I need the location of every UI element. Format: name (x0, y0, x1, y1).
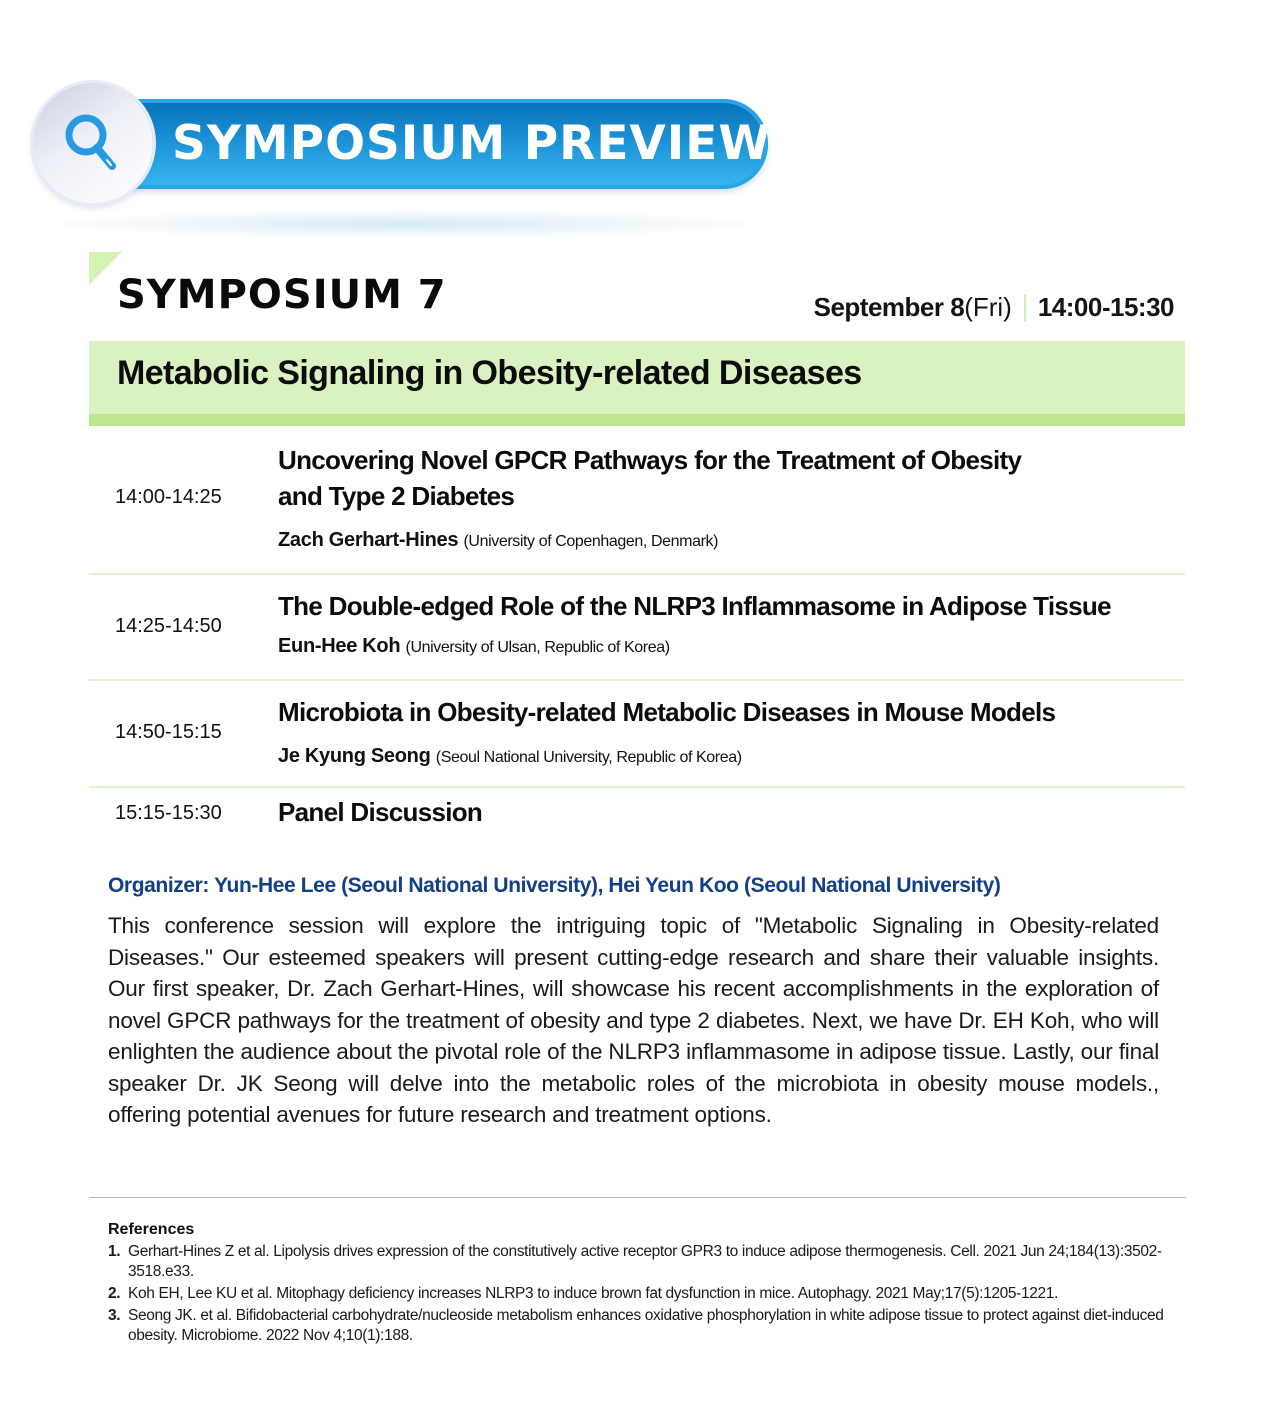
reference-text: Seong JK. et al. Bifidobacterial carbohydrate/nucleoside metabolism enhances oxidative phosphorylation in white adipose tissue to protect against diet-induced obesity. Microbiome. 2022 Nov 4;10(1):188. (128, 1307, 1164, 1344)
badge-title: SYMPOSIUM PREVIEW (172, 116, 772, 171)
reference-item (108, 1306, 1178, 1346)
magnifier-icon (60, 110, 126, 176)
session-time: 14:00-15:30 (1037, 292, 1174, 322)
speaker-affiliation: (Seoul National University, Republic of Korea) (435, 749, 742, 766)
reference-number: 2. (108, 1285, 121, 1302)
references-heading: References (108, 1221, 195, 1238)
speaker-affiliation: (University of Ulsan, Republic of Korea) (405, 639, 670, 656)
session-datetime (814, 292, 1174, 323)
references-divider (89, 1197, 1186, 1198)
date-time-divider (1024, 294, 1026, 322)
reference-text: Gerhart-Hines Z et al. Lipolysis drives expression of the constitutively active receptor GPR3 to induce adipose thermogenesis. Cell. 2021 Jun 24;184(13):3502-3518.e33. (128, 1243, 1162, 1280)
session-date: September 8 (813, 292, 965, 322)
talk-title-cont: and Type 2 Diabetes (278, 481, 515, 511)
talk-time: 15:15-15:30 (115, 802, 222, 824)
reference-text: Koh EH, Lee KU et al. Mitophagy deficiency increases NLRP3 to induce brown fat dysfunction in mice. Autophagy. 2021 May;17(5):1205-1221. (128, 1285, 1059, 1302)
talk-time: 14:50-15:15 (115, 721, 222, 743)
speaker (278, 529, 718, 552)
reference-item (108, 1284, 1178, 1304)
badge-circle (33, 83, 153, 203)
program-row (89, 436, 1185, 574)
session-weekday: (Fri) (964, 292, 1012, 322)
talk-title: The Double-edged Role of the NLRP3 Inflammasome in Adipose Tissue (278, 591, 1111, 621)
session-title: Metabolic Signaling in Obesity-related Diseases (117, 354, 862, 392)
talk-title: Uncovering Novel GPCR Pathways for the Treatment of Obesity (278, 445, 1022, 475)
organizer: Organizer: Yun-Hee Lee (Seoul National University), Hei Yeun Koo (Seoul National University) (108, 874, 1001, 897)
reference-item (108, 1242, 1178, 1282)
program-row (89, 681, 1185, 786)
program-row (89, 788, 1185, 838)
reference-number: 3. (108, 1307, 121, 1324)
speaker-name: Zach Gerhart-Hines (278, 529, 459, 551)
speaker-affiliation: (University of Copenhagen, Denmark) (463, 533, 719, 550)
talk-time: 14:00-14:25 (115, 486, 222, 508)
talk-title: Panel Discussion (278, 797, 483, 827)
speaker (278, 635, 670, 658)
talk-title: Microbiota in Obesity-related Metabolic Diseases in Mouse Models (278, 697, 1056, 727)
banner-strip (89, 414, 1185, 426)
speaker-name: Je Kyung Seong (278, 745, 431, 767)
program-row (89, 575, 1185, 680)
session-description: This conference session will explore the intriguing topic of "Metabolic Signaling in Obesity-related Diseases." Our esteemed speakers will present cutting-edge research and share their valuable insights. Our first speaker, Dr. Zach Gerhart-Hines, will showcase his recent accomplishments in the exploration of novel GPCR pathways for the treatment of obesity and type 2 diabetes. Next, we have Dr. EH Koh, who will enlighten the audience about the pivotal role of the NLRP3 inflammasome in adipose tissue. Lastly, our final speaker Dr. JK Seong will delve into the metabolic roles of the microbiota in obesity mouse models., offering potential avenues for future research and treatment options. (108, 913, 1159, 1127)
badge-shadow (55, 210, 755, 238)
talk-time: 14:25-14:50 (115, 615, 222, 637)
references-list (108, 1242, 1178, 1348)
speaker (278, 745, 742, 768)
symposium-number: SYMPOSIUM 7 (117, 272, 447, 318)
speaker-name: Eun-Hee Koh (278, 635, 401, 657)
reference-number: 1. (108, 1243, 121, 1260)
